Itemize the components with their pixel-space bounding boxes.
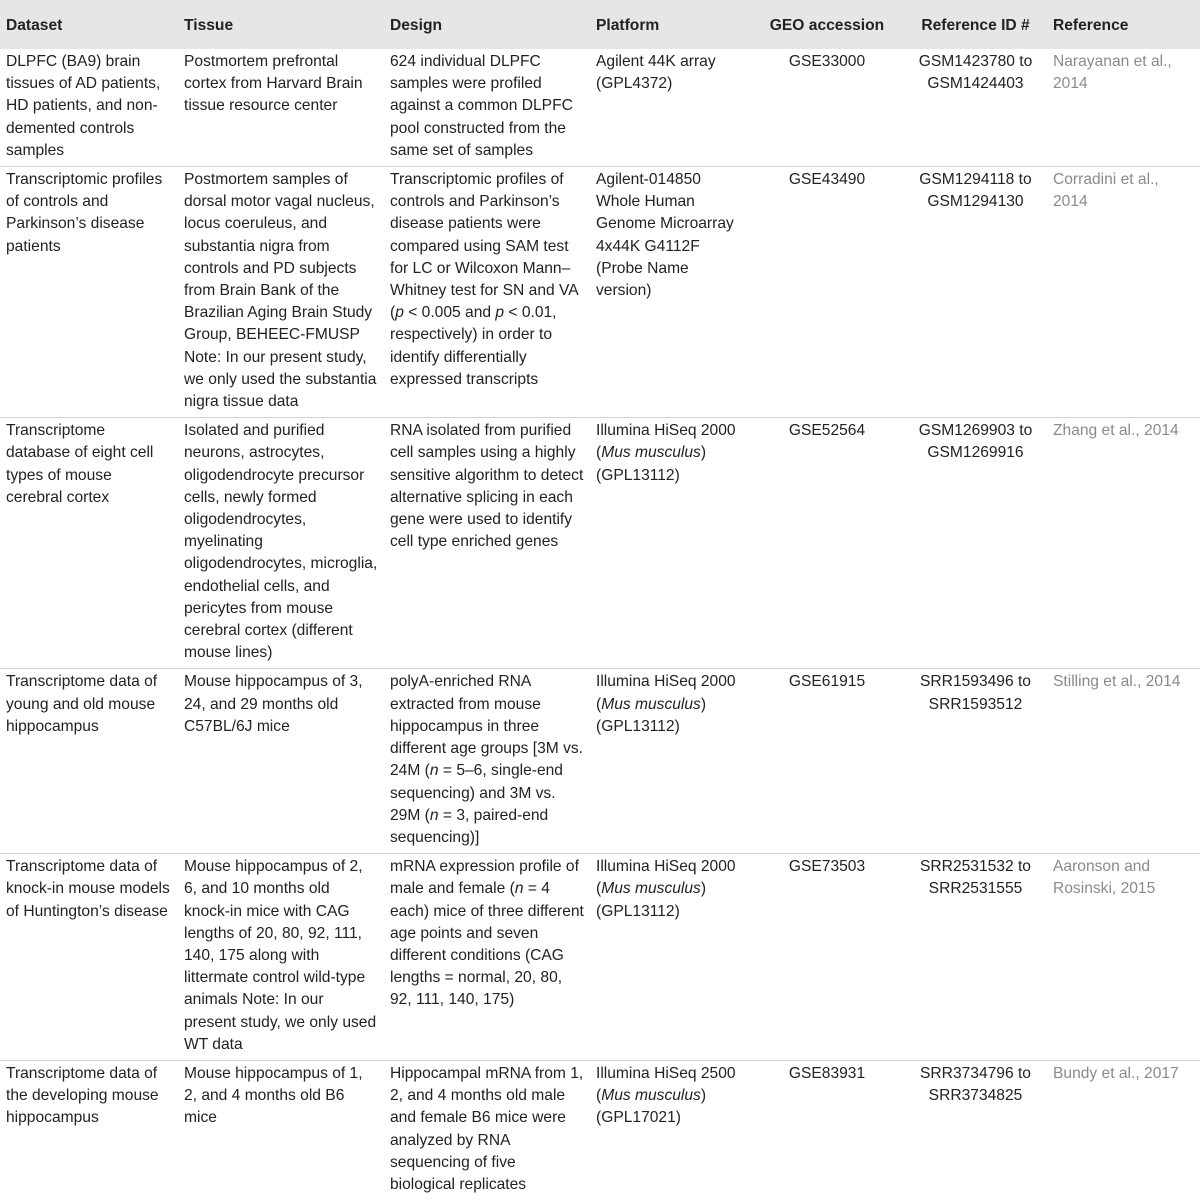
platform-cell: Agilent-014850 Whole Human Genome Microarray 4x44K G4112F (Probe Name version) — [596, 171, 734, 300]
dataset-cell: Transcriptome database of eight cell types of mouse cerebral cortex — [6, 422, 154, 506]
platform-text: Illumina HiSeq 2500 ( — [596, 1064, 736, 1105]
platform-cell — [590, 669, 750, 854]
reference-id-cell: GSM1294118 to GSM1294130 — [919, 171, 1032, 211]
platform-text: Illumina HiSeq 2000 ( — [596, 422, 736, 462]
design-text: = 4 each) mice of three different age points and seven different conditions (CAG lengths = normal, 20, 80, 92, 111, 140, 175) — [390, 880, 584, 1009]
reference-link[interactable]: Aaronson and Rosinski, 2015 — [1053, 858, 1156, 898]
p-value-symbol: p — [495, 304, 505, 322]
geo-accession-cell: GSE61915 — [788, 673, 866, 691]
platform-text: Illumina HiSeq 2000 ( — [596, 673, 736, 713]
geo-accession-cell: GSE33000 — [788, 53, 866, 70]
dataset-cell: DLPFC (BA9) brain tissues of AD patients, HD patients, and non-demented controls samples — [6, 53, 161, 159]
design-cell — [384, 854, 590, 1061]
platform-cell — [590, 1060, 750, 1200]
column-header-platform: Platform — [590, 0, 750, 49]
species-name: Mus musculus — [601, 1087, 701, 1105]
dataset-cell: Transcriptome data of young and old mouse hippocampus — [6, 673, 158, 735]
platform-text: ) (GPL13112) — [596, 444, 707, 484]
reference-link[interactable]: Narayanan et al., 2014 — [1053, 53, 1172, 93]
sample-size-symbol: n — [514, 880, 524, 898]
platform-cell: Agilent 44K array (GPL4372) — [596, 53, 716, 93]
reference-id-cell: SRR2531532 to SRR2531555 — [920, 858, 1031, 898]
dataset-cell: Transcriptomic profiles of controls and Parkinson’s disease patients — [6, 171, 163, 255]
geo-accession-cell: GSE52564 — [788, 422, 866, 440]
tissue-cell: Isolated and purified neurons, astrocytes, oligodendrocyte precursor cells, newly formed oligodendrocytes, myelinating oligodendrocytes, microglia, endothelial cells, and pericytes from mouse cerebral cortex (different mouse lines) — [184, 422, 378, 662]
design-cell — [384, 669, 590, 854]
platform-cell — [590, 418, 750, 669]
column-header-reference-id: Reference ID # — [904, 0, 1047, 49]
column-header-tissue: Tissue — [178, 0, 384, 49]
platform-text: ) (GPL13112) — [596, 695, 707, 735]
reference-link[interactable]: Bundy et al., 2017 — [1053, 1064, 1179, 1082]
species-name: Mus musculus — [601, 444, 701, 462]
design-cell: 624 individual DLPFC samples were profiled against a common DLPFC pool constructed from the same set of samples — [390, 53, 573, 159]
p-value-symbol: p — [395, 304, 404, 322]
header-row — [0, 0, 1200, 49]
tissue-cell: Postmortem samples of dorsal motor vagal nucleus, locus coeruleus, and substantia nigra from controls and PD subjects from Brain Bank of the Brazilian Aging Brain Study Group, BEHEEC-FMUSP Note: In our present study, we only used the substantia nigra tissue data — [184, 171, 377, 411]
sample-size-symbol: n — [429, 762, 439, 780]
table-row — [0, 418, 1200, 669]
sample-size-symbol: n — [429, 806, 439, 824]
column-header-reference: Reference — [1047, 0, 1200, 49]
species-name: Mus musculus — [601, 880, 701, 898]
tissue-cell: Postmortem prefrontal cortex from Harvard Brain tissue resource center — [184, 53, 363, 115]
tissue-cell: Mouse hippocampus of 3, 24, and 29 months old C57BL/6J mice — [184, 673, 363, 735]
reference-id-cell: SRR1593496 to SRR1593512 — [920, 673, 1031, 713]
design-text: mRNA expression profile of male and female ( — [390, 858, 579, 898]
design-cell: Hippocampal mRNA from 1, 2, and 4 months old male and female B6 mice were analyzed by RNA sequencing of five biological replicates — [390, 1064, 584, 1193]
geo-accession-cell: GSE43490 — [788, 171, 866, 189]
platform-text: Illumina HiSeq 2000 ( — [596, 858, 736, 898]
reference-link[interactable]: Corradini et al., 2014 — [1053, 171, 1159, 211]
table-row — [0, 1060, 1200, 1200]
tissue-cell: Mouse hippocampus of 2, 6, and 10 months old knock-in mice with CAG lengths of 20, 80, 92, 111, 140, 175 along with littermate control wild-type animals Note: In our present study, we only used WT data — [184, 858, 377, 1053]
platform-cell — [590, 854, 750, 1061]
design-text: < 0.005 and — [403, 304, 496, 322]
design-text: < 0.01, respectively) in order to identify differentially expressed transcripts — [390, 304, 557, 388]
table-row — [0, 669, 1200, 854]
reference-id-cell: GSM1269903 to GSM1269916 — [918, 422, 1033, 462]
tissue-cell: Mouse hippocampus of 1, 2, and 4 months old B6 mice — [184, 1064, 363, 1127]
dataset-cell: Transcriptome data of the developing mouse hippocampus — [6, 1064, 159, 1127]
reference-link[interactable]: Stilling et al., 2014 — [1053, 673, 1181, 691]
design-text: Transcriptomic profiles of controls and Parkinson’s disease patients were compared using SAM test for LC or Wilcoxon Mann–Whitney test for SN and VA ( — [390, 171, 578, 322]
geo-accession-cell: GSE73503 — [788, 858, 866, 876]
platform-text: ) (GPL17021) — [596, 1087, 707, 1127]
column-header-geo-accession: GEO accession — [750, 0, 904, 49]
design-text: = 3, paired-end sequencing)] — [390, 806, 549, 846]
design-text: = 5–6, single-end sequencing) and 3M vs. 29M ( — [390, 762, 563, 824]
table-row — [0, 854, 1200, 1061]
geo-accession-cell: GSE83931 — [788, 1064, 866, 1082]
column-header-dataset: Dataset — [0, 0, 178, 49]
design-cell — [384, 167, 590, 418]
design-cell: RNA isolated from purified cell samples using a highly sensitive algorithm to detect alternative splicing in each gene were used to identify cell type enriched genes — [390, 422, 584, 551]
platform-text: ) (GPL13112) — [596, 880, 707, 920]
table-row — [0, 167, 1200, 418]
reference-id-cell: SRR3734796 to SRR3734825 — [920, 1064, 1031, 1105]
reference-id-cell: GSM1423780 to GSM1424403 — [918, 53, 1033, 93]
dataset-cell: Transcriptome data of knock-in mouse models of Huntington’s disease — [6, 858, 170, 920]
reference-link[interactable]: Zhang et al., 2014 — [1053, 422, 1179, 440]
column-header-design: Design — [384, 0, 590, 49]
species-name: Mus musculus — [601, 695, 701, 713]
design-text: polyA-enriched RNA extracted from mouse hippocampus in three different age groups [3M vs. 24M ( — [390, 673, 584, 780]
table-row — [0, 49, 1200, 167]
